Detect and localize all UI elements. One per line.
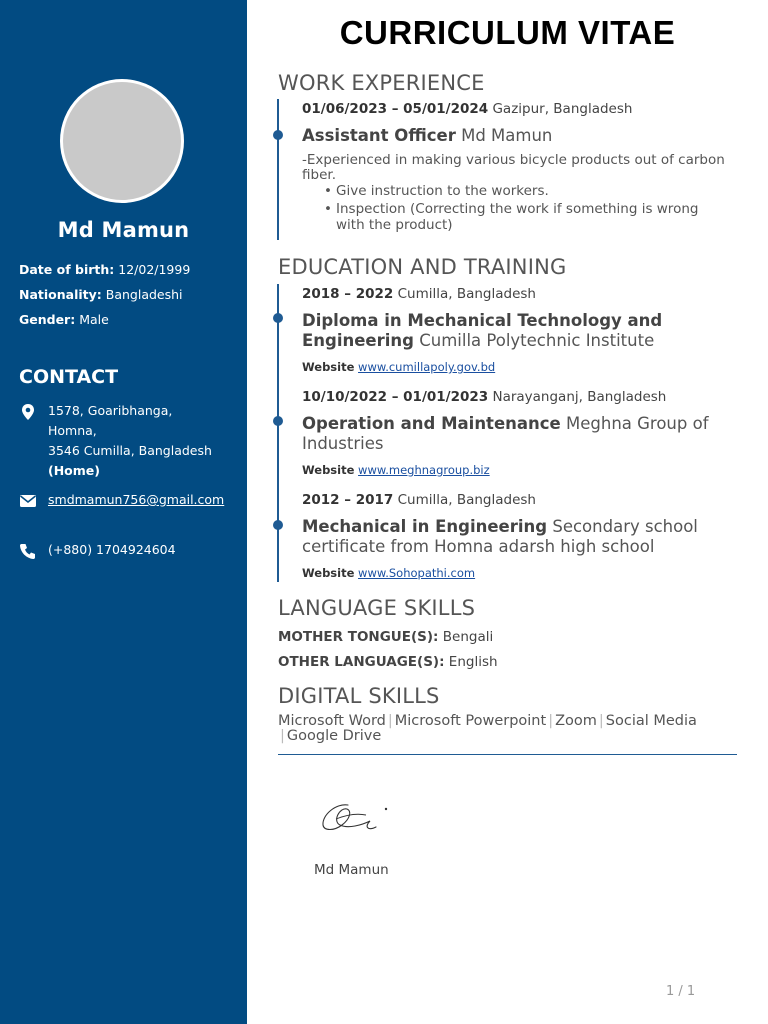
- education-institution: Meghna Group of Industries: [302, 414, 709, 453]
- address-line-2: Homna,: [48, 423, 97, 438]
- skill-item: Zoom: [555, 713, 597, 729]
- work-experience-heading: WORK EXPERIENCE: [278, 71, 485, 95]
- education-date: [302, 389, 666, 405]
- page-title: CURRICULUM VITAE: [339, 14, 676, 51]
- education-heading: EDUCATION AND TRAINING: [278, 255, 567, 279]
- education-date-range: 2012 – 2017: [302, 492, 394, 508]
- work-date: [302, 101, 632, 117]
- education-location: Cumilla, Bangladesh: [397, 492, 536, 508]
- work-location: Gazipur, Bangladesh: [492, 101, 633, 117]
- education-website: [302, 463, 490, 477]
- skill-item: Google Drive: [286, 728, 382, 744]
- website-label: Website: [302, 566, 355, 580]
- website-label: Website: [302, 463, 355, 477]
- profile-photo: [60, 79, 184, 203]
- email-icon: [19, 492, 37, 510]
- education-institution: Secondary school certificate from Homna adarsh high school: [302, 517, 698, 556]
- other-language-label: OTHER LANGUAGE(S):: [278, 654, 445, 670]
- work-role: [302, 126, 732, 146]
- address-type: (Home): [48, 463, 100, 478]
- date-of-birth: [19, 262, 190, 277]
- education-location: Cumilla, Bangladesh: [397, 286, 536, 302]
- language-skills-heading: LANGUAGE SKILLS: [278, 596, 476, 620]
- work-timeline-line: [277, 99, 279, 240]
- education-date-range: 10/10/2022 – 01/01/2023: [302, 389, 489, 405]
- education-degree: Diploma in Mechanical Technology and Engineering: [302, 311, 663, 350]
- dob-label: Date of birth:: [19, 262, 115, 277]
- nationality-label: Nationality:: [19, 287, 102, 302]
- gender-value: Male: [79, 312, 109, 327]
- gender: [19, 312, 109, 327]
- work-description: -Experienced in making various bicycle products out of carbon fiber.: [302, 152, 725, 183]
- education-degree: Operation and Maintenance: [302, 414, 561, 433]
- email-link[interactable]: smdmamun756@gmail.com: [48, 492, 225, 507]
- contact-phone: [19, 540, 234, 562]
- education-timeline-dot: [273, 313, 283, 323]
- signature-name: Md Mamun: [314, 862, 389, 878]
- location-pin-icon: [19, 403, 37, 421]
- dob-value: 12/02/1999: [118, 262, 191, 277]
- contact-address: [19, 401, 234, 481]
- digital-skills-heading: DIGITAL SKILLS: [278, 684, 440, 708]
- education-degree: Mechanical in Engineering: [302, 517, 548, 536]
- website-label: Website: [302, 360, 355, 374]
- education-date-range: 2018 – 2022: [302, 286, 394, 302]
- website-link[interactable]: www.Sohopathi.com: [358, 566, 476, 580]
- other-language: [278, 654, 498, 670]
- address-line-3: 3546 Cumilla, Bangladesh: [48, 443, 212, 458]
- skill-item: Microsoft Word: [278, 713, 386, 729]
- contact-email: [19, 490, 234, 532]
- gender-label: Gender:: [19, 312, 76, 327]
- signature-image: [318, 795, 398, 837]
- work-date-range: 01/06/2023 – 05/01/2024: [302, 101, 489, 117]
- phone-icon: [19, 542, 37, 560]
- education-institution: Cumilla Polytechnic Institute: [419, 331, 655, 350]
- education-title: [302, 517, 732, 557]
- education-website: [302, 566, 475, 580]
- other-language-value: English: [448, 654, 498, 670]
- education-title: [302, 311, 732, 351]
- nationality-value: Bangladeshi: [105, 287, 183, 302]
- education-website: [302, 360, 495, 374]
- contact-heading: CONTACT: [19, 366, 119, 388]
- digital-skills-list: Microsoft Word | Microsoft Powerpoint | Zoom | Social Media | Google Drive: [278, 713, 697, 744]
- sidebar: [0, 0, 247, 1024]
- mother-tongue: [278, 629, 493, 645]
- education-title: [302, 414, 732, 454]
- education-timeline-line: [277, 284, 279, 582]
- photo-placeholder: [63, 82, 181, 200]
- work-bullet-text: Give instruction to the workers.: [336, 183, 549, 199]
- education-date: [302, 286, 536, 302]
- address-line-1: 1578, Goaribhanga,: [48, 403, 173, 418]
- website-link[interactable]: www.meghnagroup.biz: [358, 463, 490, 477]
- education-timeline-dot: [273, 416, 283, 426]
- education-timeline-dot: [273, 520, 283, 530]
- work-bullet-text: Inspection (Correcting the work if something is wrong with the product): [336, 201, 699, 233]
- work-role-title: Assistant Officer: [302, 126, 456, 145]
- mother-tongue-value: Bengali: [442, 629, 494, 645]
- education-date: [302, 492, 536, 508]
- skill-item: Social Media: [605, 713, 697, 729]
- nationality: [19, 287, 183, 302]
- phone-number: (+880) 1704924604: [48, 542, 176, 557]
- education-location: Narayanganj, Bangladesh: [492, 389, 667, 405]
- work-timeline-dot: [273, 130, 283, 140]
- website-link[interactable]: www.cumillapoly.gov.bd: [358, 360, 496, 374]
- candidate-name: Md Mamun: [57, 218, 190, 242]
- page-number: 1 / 1: [666, 984, 696, 999]
- mother-tongue-label: MOTHER TONGUE(S):: [278, 629, 439, 645]
- skill-item: Microsoft Powerpoint: [394, 713, 547, 729]
- work-employer: Md Mamun: [461, 126, 553, 145]
- section-divider: [278, 754, 737, 755]
